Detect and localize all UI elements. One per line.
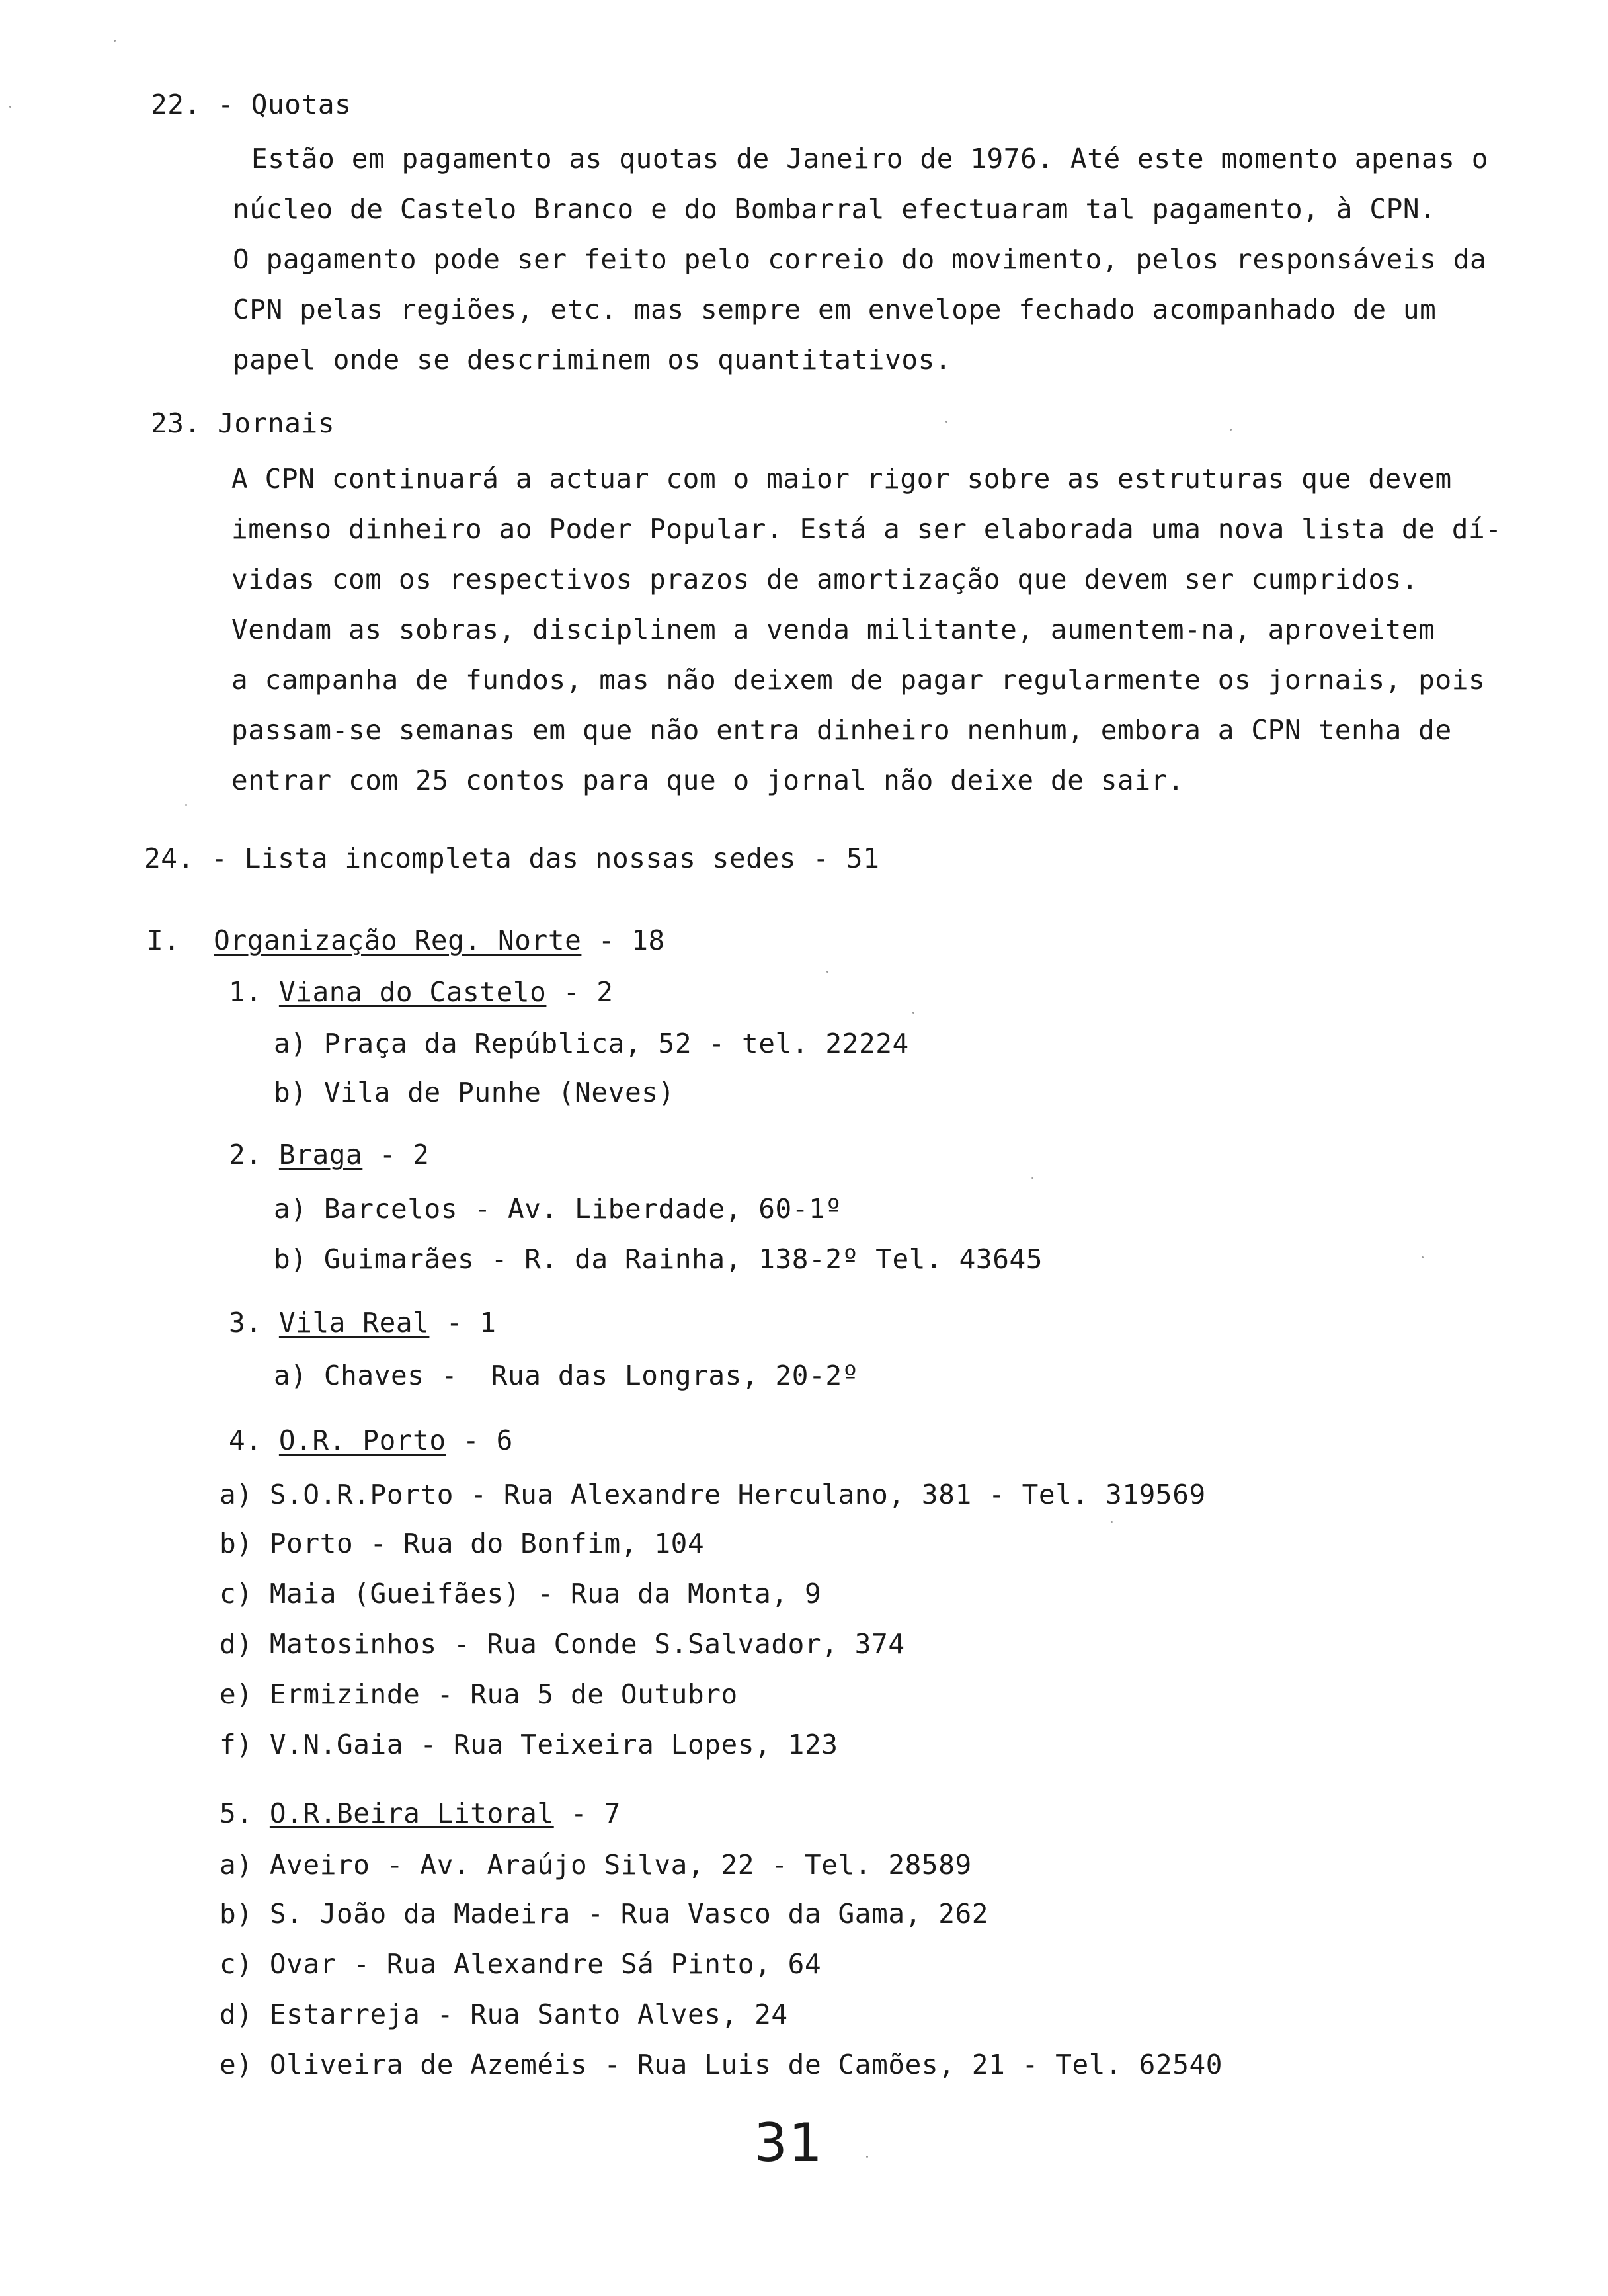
address-item: a) Barcelos - Av. Liberdade, 60-1º <box>274 1193 842 1225</box>
address-item: c) Maia (Gueifães) - Rua da Monta, 9 <box>220 1578 822 1610</box>
scan-speck <box>912 1012 914 1014</box>
address-item: f) V.N.Gaia - Rua Teixeira Lopes, 123 <box>220 1729 838 1760</box>
group-name: O.R. Porto <box>278 1424 446 1456</box>
address-item: b) Vila de Punhe (Neves) <box>274 1077 675 1108</box>
group-number: 1. <box>229 976 262 1008</box>
group-heading <box>229 1424 513 1456</box>
group-count: - 6 <box>463 1424 513 1456</box>
group-name: Braga <box>278 1139 363 1170</box>
section-23-heading: 23. Jornais <box>151 407 335 439</box>
group-number: 2. <box>229 1139 262 1170</box>
address-item: d) Matosinhos - Rua Conde S.Salvador, 374 <box>220 1628 905 1660</box>
group-count: - 2 <box>379 1139 430 1170</box>
address-item: e) Oliveira de Azeméis - Rua Luis de Camões, 21 - Tel. 62540 <box>220 2049 1223 2080</box>
address-item: b) Guimarães - R. da Rainha, 138-2º Tel. 43645 <box>274 1243 1043 1275</box>
group-count: - 7 <box>571 1797 621 1829</box>
address-item: c) Ovar - Rua Alexandre Sá Pinto, 64 <box>220 1948 822 1980</box>
group-heading <box>229 1307 497 1338</box>
section-23-line: Vendam as sobras, disciplinem a venda militante, aumentem-na, aproveitem <box>231 614 1435 645</box>
address-item: b) Porto - Rua do Bonfim, 104 <box>220 1528 705 1559</box>
scan-speck <box>9 106 11 108</box>
group-heading <box>229 1139 429 1170</box>
group-count: - 1 <box>446 1307 497 1338</box>
address-item: e) Ermizinde - Rua 5 de Outubro <box>220 1678 738 1710</box>
address-item: d) Estarreja - Rua Santo Alves, 24 <box>220 1998 788 2030</box>
scan-speck <box>114 40 116 42</box>
section-22-heading: 22. - Quotas <box>151 89 352 120</box>
group-count: - 2 <box>563 976 614 1008</box>
section-23-line: a campanha de fundos, mas não deixem de pagar regularmente os jornais, pois <box>231 664 1486 696</box>
section-23-line: vidas com os respectivos prazos de amortização que devem ser cumpridos. <box>231 563 1419 595</box>
page-number: 31 <box>754 2112 824 2174</box>
section-24-heading: 24. - Lista incompleta das nossas sedes - 51 <box>144 842 880 874</box>
region-title: Organização Reg. Norte <box>214 924 582 956</box>
group-heading <box>229 976 614 1008</box>
section-22-line: O pagamento pode ser feito pelo correio do movimento, pelos responsáveis da <box>233 243 1487 275</box>
region-count: - 18 <box>598 924 665 956</box>
address-item: a) Chaves - Rua das Longras, 20-2º <box>274 1360 859 1391</box>
region-number: I. <box>147 924 181 956</box>
scan-speck <box>866 2156 868 2158</box>
scan-speck <box>1230 429 1232 430</box>
section-22-line: Estão em pagamento as quotas de Janeiro de 1976. Até este momento apenas o <box>251 143 1489 175</box>
address-item: a) Praça da República, 52 - tel. 22224 <box>274 1028 909 1059</box>
group-name: Vila Real <box>278 1307 430 1338</box>
scan-speck <box>1111 1521 1113 1523</box>
section-23-line: passam-se semanas em que não entra dinheiro nenhum, embora a CPN tenha de <box>231 714 1452 746</box>
section-23-line: imenso dinheiro ao Poder Popular. Está a ser elaborada uma nova lista de dí- <box>231 513 1502 545</box>
section-23-line: A CPN continuará a actuar com o maior rigor sobre as estruturas que devem <box>231 463 1452 495</box>
group-number: 3. <box>229 1307 262 1338</box>
section-23-line: entrar com 25 contos para que o jornal não deixe de sair. <box>231 764 1185 796</box>
scan-speck <box>1422 1256 1424 1258</box>
scan-speck <box>185 804 187 806</box>
section-22-line: CPN pelas regiões, etc. mas sempre em envelope fechado acompanhado de um <box>233 294 1437 325</box>
group-name: O.R.Beira Litoral <box>269 1797 554 1829</box>
group-number: 5. <box>220 1797 253 1829</box>
group-number: 4. <box>229 1424 262 1456</box>
address-item: a) Aveiro - Av. Araújo Silva, 22 - Tel. 28589 <box>220 1849 972 1881</box>
address-item: b) S. João da Madeira - Rua Vasco da Gama, 262 <box>220 1898 989 1930</box>
scan-speck <box>826 971 828 973</box>
region-heading <box>147 924 665 956</box>
section-22-line: núcleo de Castelo Branco e do Bombarral efectuaram tal pagamento, à CPN. <box>233 193 1437 225</box>
section-22-line: papel onde se descriminem os quantitativos. <box>233 344 952 376</box>
group-heading <box>220 1797 621 1829</box>
scan-speck <box>945 421 947 423</box>
address-item: a) S.O.R.Porto - Rua Alexandre Herculano, 381 - Tel. 319569 <box>220 1479 1206 1510</box>
group-name: Viana do Castelo <box>278 976 547 1008</box>
scan-speck <box>1031 1177 1033 1179</box>
